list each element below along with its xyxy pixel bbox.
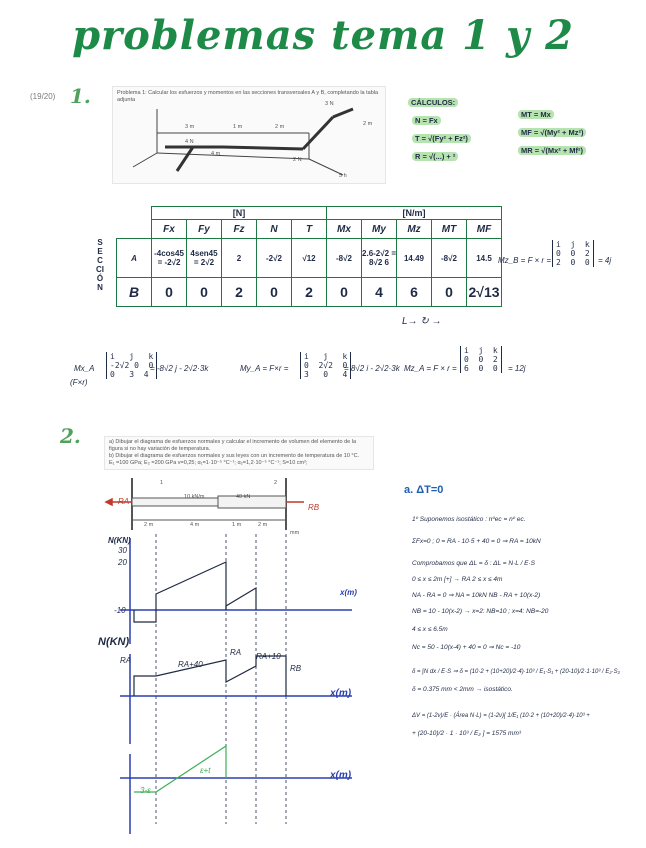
problem-1-statement: Problema 1: Calcular los esfuerzos y momentos en las secciones transversales A y B, completando la tabla adjunta <box>117 90 379 103</box>
results-table <box>116 206 502 307</box>
fig-dim-4m: 4 m <box>211 151 221 157</box>
col-header: MT <box>432 220 467 239</box>
col-header: Fz <box>222 220 257 239</box>
mza-label: Mz_A = F × r = <box>404 364 457 373</box>
mza-matrix: i j k 0 0 2 6 0 0 <box>460 346 502 373</box>
part-a-notes <box>412 516 642 738</box>
normal-force-diagrams <box>90 534 370 844</box>
table-cell: 4 <box>362 278 397 307</box>
d3-lab1: 3-ε <box>140 786 151 795</box>
statement-data: E₁ =100 GPa; E₂ =200 GPa v=0,25; α₁=1·10⁻⁵ °C⁻¹; α₂=1,2·10⁻⁵ °C⁻¹; S=10 cm²; <box>109 460 308 466</box>
statement-a: a) Dibujar el diagrama de esfuerzos normales y calcular el incremento de volumen del elemento de la figura si no hay variación de temperatura. <box>109 439 357 452</box>
problem-1-number: 1. <box>70 84 91 108</box>
col-header: N <box>257 220 292 239</box>
col-header: Mz <box>397 220 432 239</box>
moment-mt: MT = Mx <box>518 110 554 119</box>
table-cell: -2√2 <box>257 239 292 278</box>
note-line: ΣFx=0 ; 0 = RA - 10·5 + 40 = 0 ⇒ RA = 10kN <box>412 538 541 545</box>
d2-ra: RA <box>120 656 132 665</box>
dim-4m: 4 m <box>190 522 200 528</box>
d1-vneg10: -10 <box>114 606 126 615</box>
table-cell: 2 <box>222 278 257 307</box>
mzb-label: Mz_B = F × r = <box>498 256 551 265</box>
d1-v20: 20 <box>118 558 127 567</box>
rotation-note: L→ ↻ → <box>402 316 442 327</box>
mza-result: = 12j <box>508 364 526 373</box>
mat-2-label: 2 <box>274 480 278 486</box>
note-line: NA - RA = 0 ⇒ NA = 10kN NB - RA + 10(x-2) <box>412 592 541 599</box>
fig-force-3n: 3 N <box>325 101 334 107</box>
statement-b: b) Dibujar el diagrama de esfuerzos normales y sus leyes con un incremento de temperatura de 10 °C. <box>109 453 360 459</box>
mya-label: My_A = F×r = <box>240 364 289 373</box>
table-cell: 6 <box>397 278 432 307</box>
note-line: 4 ≤ x ≤ 6.5m <box>412 626 448 633</box>
part-a-title: a. ΔT=0 <box>404 484 444 496</box>
dim-2m: 2 m <box>144 522 154 528</box>
d2-axis-x: x(m) <box>330 688 352 699</box>
table-cell: 4sen45 = 2√2 <box>187 239 222 278</box>
units-label: mm <box>290 530 300 536</box>
moment-mr: MR = √(Mx² + Mf²) <box>518 146 586 155</box>
fig-dim-3m: 3 m <box>185 124 195 130</box>
load-2-label: 40 kN <box>236 494 251 500</box>
dim-1m: 1 m <box>232 522 242 528</box>
note-line: Nc = 50 - 10(x-4) + 40 = 0 ⇒ Nc = -10 <box>412 644 521 651</box>
note-line: 0 ≤ x ≤ 2m [+] → RA 2 ≤ x ≤ 4m <box>412 576 503 583</box>
table-cell: 2 <box>292 278 327 307</box>
calculos-block <box>408 92 471 164</box>
problem-2-number: 2. <box>60 424 81 448</box>
page-title: problemas tema 1 y 2 <box>72 12 574 59</box>
col-header: My <box>362 220 397 239</box>
table-cell: 0 <box>257 278 292 307</box>
beam-figure <box>113 87 385 183</box>
d1-axis-x: x(m) <box>340 588 357 597</box>
table-cell: -8√2 <box>327 239 362 278</box>
table-cell: 0 <box>327 278 362 307</box>
note-line: Comprobamos que ΔL = δ : ΔL = N·L / E·S <box>412 560 536 567</box>
d2-label1: RA+40 <box>178 660 203 669</box>
col-header: Fy <box>187 220 222 239</box>
d3-axis-x: x(m) <box>330 770 352 781</box>
calculos-t: T = √(Fy² + Fz²) <box>412 134 471 143</box>
moment-mf: MF = √(My² + Mz²) <box>518 128 586 137</box>
moments-block <box>518 104 586 158</box>
calculos-r: R = √(...) + ² <box>412 152 458 161</box>
mya-matrix: i j k 0 2√2 0 3 0 4 <box>300 352 351 379</box>
table-cell: 2√13 <box>467 278 502 307</box>
note-line: NB = 10 - 10(x-2) → x=2: NB=10 ; x=4: NB=-20 <box>412 608 549 615</box>
problem-2-statement <box>104 436 374 470</box>
col-header: MF <box>467 220 502 239</box>
load-1-label: 10 kN/m <box>184 494 205 500</box>
row-label-a: A <box>117 239 152 278</box>
note-line: δ = ∫N dx / E·S ⇒ δ = (10·2 + (10+20)/2·4)·10³ / E₁·S₁ + (20-10)/2·1·10³ / E₂·S₂ <box>412 669 620 675</box>
note-line: δ = 0.375 mm < 2mm → isostático. <box>412 686 513 693</box>
table-group-n: [N] <box>152 207 327 220</box>
table-group-nm: [N/m] <box>327 207 502 220</box>
d2-axis-y: N(KN) <box>98 636 130 648</box>
d3-lab2: ε+t <box>200 766 211 775</box>
mxa-result: = -8√2 j - 2√2·3k <box>150 364 209 373</box>
mzb-result: = 4j <box>598 256 612 265</box>
d1-axis-y: N(KN) <box>108 536 131 545</box>
ra-label: RA <box>118 497 130 506</box>
table-cell: 2.6-2√2 = 8√2 6 <box>362 239 397 278</box>
rb-label: RB <box>308 503 320 512</box>
date-mark: (19/20) <box>30 92 56 101</box>
dim-2m-b: 2 m <box>258 522 268 528</box>
d2-label3: RA+10 <box>256 652 281 661</box>
table-side-label: SECCIÓN <box>96 238 104 292</box>
mzb-matrix: i j k 0 0 2 2 0 0 <box>552 240 594 267</box>
fig-dim-2m: 2 m <box>275 124 285 130</box>
mya-result: = 8√2 i - 2√2·3k <box>344 364 400 373</box>
table-cell: 14.49 <box>397 239 432 278</box>
fig-force-2n: 2 N <box>293 157 302 163</box>
d2-label2: RA <box>230 648 242 657</box>
table-corner-2 <box>117 220 152 239</box>
note-line: 1º Suponemos isostático : nºec = nº ec. <box>412 516 526 523</box>
mxa-matrix: i j k -2√2 0 0 0 3 4 <box>106 352 157 379</box>
col-header: Mx <box>327 220 362 239</box>
fig-dim-5h: 5 h <box>339 173 347 179</box>
table-cell: 2 <box>222 239 257 278</box>
table-corner <box>117 207 152 220</box>
col-header: Fx <box>152 220 187 239</box>
mat-1-label: 1 <box>160 480 164 486</box>
mxa-sub: (F×r) <box>70 378 88 387</box>
note-line: + (20-10)/2 · 1 · 10³ / E₂ ] = 1575 mm³ <box>412 730 522 737</box>
d1-v30: 30 <box>118 546 127 555</box>
mxa-label: Mx_A <box>74 364 95 373</box>
fig-force-4n: 4 N <box>185 139 194 145</box>
fig-dim-1m: 1 m <box>233 124 243 130</box>
row-label-b: B <box>117 278 152 307</box>
fig-dim-2m-vertical: 2 m <box>363 121 373 127</box>
table-cell: -8√2 <box>432 239 467 278</box>
col-header: T <box>292 220 327 239</box>
table-cell: -4cos45 = -2√2 <box>152 239 187 278</box>
table-cell: 0 <box>432 278 467 307</box>
problem-1-figure <box>112 86 386 184</box>
note-line: ΔV = (1-2ν)/E · (Área N·L) = (1-2ν)[ 1/E₁ (10·2 + (10+20)/2·4)·10³ + <box>412 713 590 719</box>
table-cell: √12 <box>292 239 327 278</box>
calculos-title: CÁLCULOS: <box>408 98 458 107</box>
table-cell: 14.5 <box>467 239 502 278</box>
table-cell: 0 <box>187 278 222 307</box>
table-cell: 0 <box>152 278 187 307</box>
d2-rb: RB <box>290 664 302 673</box>
calculos-n: N = Fx <box>412 116 441 125</box>
